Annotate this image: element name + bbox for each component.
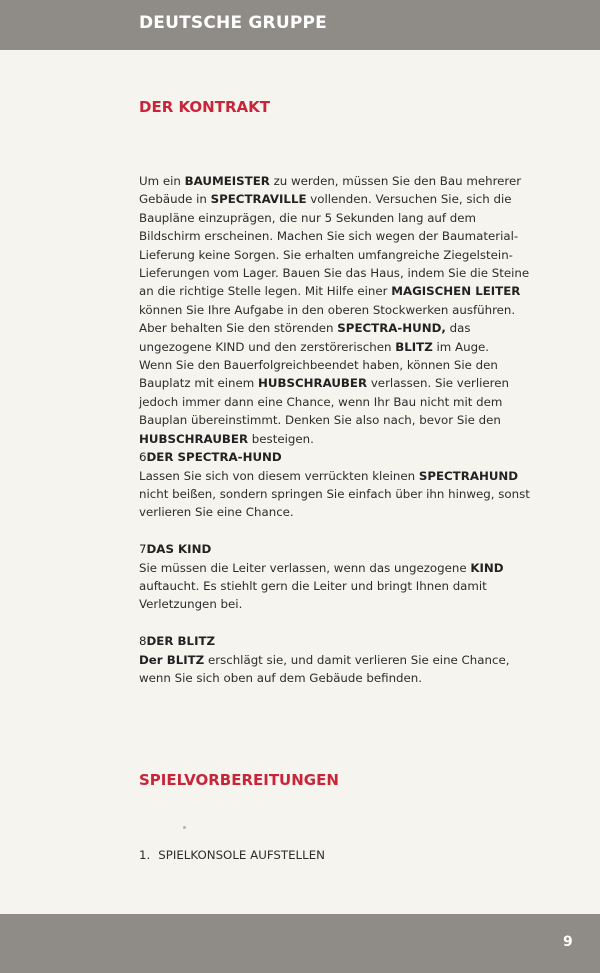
item-heading: 6DER SPECTRA-HUND [139, 450, 282, 465]
bold-term: BLITZ [395, 339, 433, 354]
bold-term: KIND [470, 560, 504, 575]
item-blitz [139, 632, 539, 687]
bold-term: SPECTRA-HUND, [337, 321, 446, 336]
bold-term: HUBSCHRAUBER [258, 376, 368, 391]
item-text: Der BLITZ erschlägt sie, und damit verlieren Sie eine Chance, wenn Sie sich oben auf dem Gebäude befinden. [139, 652, 510, 685]
bold-term: HUBSCHRAUBER [139, 431, 249, 446]
bold-term: SPECTRAVILLE [210, 192, 307, 207]
intro-paragraph: Um ein BAUMEISTER zu werden, müssen Sie den Bau mehrerer Gebäude in SPECTRAVILLE vollenden. Versuchen Sie, sich die Baupläne einzuprägen, die nur 5 Sekunden lang auf dem Bildschirm erscheinen. Machen Sie sich wegen der Baumaterial-Lieferung keine Sorgen. Sie erhalten umfangreiche Ziegelstein-Lieferungen vom Lager. Bauen Sie das Haus, indem Sie die Steine an die richtige Stelle legen. Mit Hilfe einer MAGISCHEN LEITER können Sie Ihre Aufgabe in den oberen Stockwerken ausführen. Aber behalten Sie den störenden SPECTRA-HUND, das ungezogene KIND und den zerstörerischen BLITZ im Auge. [139, 174, 530, 354]
bold-term: SPECTRAHUND [418, 468, 519, 483]
header-title: DEUTSCHE GRUPPE [139, 13, 327, 33]
paragraph-two: Wenn Sie den Bauerfolgreichbeendet haben, können Sie den Bauplatz mit einem HUBSCHRAUBER verlassen. Sie verlieren jedoch immer dann eine Chance, wenn Ihr Bau nicht mit dem Bauplan übereinstimmt. Denken Sie also nach, bevor Sie den HUBSCHRAUBER besteigen. [139, 358, 509, 446]
item-heading: 8DER BLITZ [139, 634, 216, 649]
header-band [0, 0, 600, 50]
bold-term: MAGISCHEN LEITER [391, 284, 521, 299]
step-number: 1. [139, 848, 151, 862]
item-heading: 7DAS KIND [139, 542, 212, 557]
item-spectra-hund [139, 448, 539, 522]
decorative-dot [183, 826, 186, 829]
item-kind [139, 540, 539, 614]
preparation-title: SPIELVORBEREITUNGEN [139, 771, 339, 789]
footer-band [0, 914, 600, 973]
contract-title: DER KONTRAKT [139, 98, 270, 116]
bold-term: Der BLITZ [139, 652, 205, 667]
contract-body [139, 172, 539, 687]
item-text: Lassen Sie sich von diesem verrückten kleinen SPECTRAHUND nicht beißen, sondern springen Sie einfach über ihn hinweg, sonst verlieren Sie eine Chance. [139, 468, 530, 520]
page-number: 9 [563, 934, 573, 950]
step-label: SPIELKONSOLE AUFSTELLEN [158, 848, 325, 862]
preparation-step [139, 848, 325, 862]
item-text: Sie müssen die Leiter verlassen, wenn das ungezogene KIND auftaucht. Es stiehlt gern die Leiter und bringt Ihnen damit Verletzungen bei. [139, 560, 504, 612]
bold-term: BAUMEISTER [184, 174, 270, 188]
